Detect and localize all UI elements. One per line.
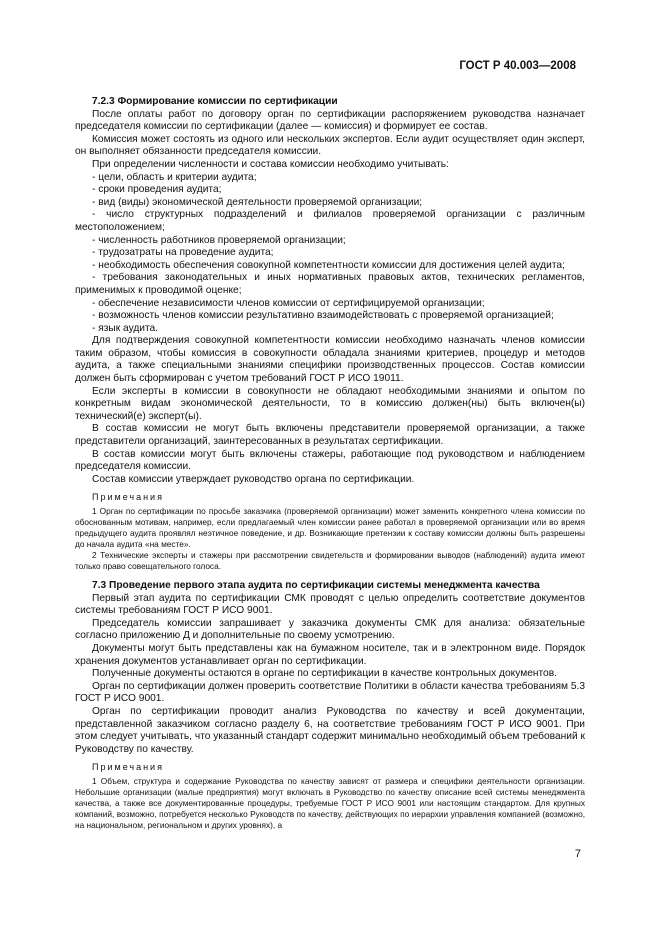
notes-label: Примечания [92, 762, 164, 773]
paragraph: Документы могут быть представлены как на бумажном носителе, так и в электронном виде. Порядок хранения документов устанавливает орган по сертификации. [75, 642, 585, 667]
paragraph: После оплаты работ по договору орган по сертификации распоряжением руководства назначает председателя комиссии по сертификации (далее — комиссия) и формирует ее состав. [75, 108, 585, 133]
note: 2 Технические эксперты и стажеры при рассмотрении свидетельств и формировании выводов (наблюдений) аудита имеют только право совещательного голоса. [75, 550, 585, 571]
list-item: - обеспечение независимости членов комиссии от сертифицируемой организации; [92, 297, 485, 309]
paragraph: Орган по сертификации проводит анализ Руководства по качеству и всей документации, представленной заказчиком согласно разделу 6, на соответствие требованиям ГОСТ Р ИСО 9001. При этом следует учитывать, что указанный стандарт содержит минимально необходимый объем требований к Руководству по качеству. [75, 705, 585, 755]
paragraph: Комиссия может состоять из одного или нескольких экспертов. Если аудит осуществляет один эксперт, он выполняет обязанности председателя комиссии. [75, 133, 585, 158]
list-item: - возможность членов комиссии результативно взаимодействовать с проверяемой организацией; [92, 310, 554, 322]
list-item: - трудозатраты на проведение аудита; [92, 247, 274, 259]
paragraph: Состав комиссии утверждает руководство органа по сертификации. [92, 473, 415, 485]
paragraph: Орган по сертификации должен проверить соответствие Политики в области качества требованиям 5.3 ГОСТ Р ИСО 9001. [75, 680, 585, 705]
paragraph: В состав комиссии могут быть включены стажеры, работающие под руководством и наблюдением председателя комиссии. [75, 448, 585, 473]
section-heading-7-2-3: 7.2.3 Формирование комиссии по сертификации [92, 96, 338, 107]
page-number: 7 [574, 848, 581, 860]
list-item: - язык аудита. [92, 322, 159, 334]
paragraph: Первый этап аудита по сертификации СМК проводят с целью определить соответствие документов системы требованиям ГОСТ Р ИСО 9001. [75, 592, 585, 617]
paragraph: При определении численности и состава комиссии необходимо учитывать: [92, 158, 449, 170]
list-item: - цели, область и критерии аудита; [92, 171, 257, 183]
list-item: - требования законодательных и иных нормативных правовых актов, технических регламентов, применимых к проводимой оценке; [75, 272, 585, 296]
list-item: - необходимость обеспечения совокупной компетентности комиссии для достижения целей аудита; [92, 259, 565, 271]
paragraph: Если эксперты в комиссии в совокупности не обладают необходимыми знаниями и опытом по конкретным видам экономической деятельности, то в комиссию должен(ны) быть включен(ы) технический(е) эксперт(ы). [75, 385, 585, 422]
paragraph: В состав комиссии не могут быть включены представители проверяемой организации, а также представители организаций, заинтересованных в результатах сертификации. [75, 423, 585, 448]
list-item: - сроки проведения аудита; [92, 184, 222, 196]
page-content [75, 92, 585, 831]
document-id: ГОСТ Р 40.003—2008 [459, 60, 576, 72]
list-item: - вид (виды) экономической деятельности проверяемой организации; [92, 196, 423, 208]
notes-label: Примечания [92, 492, 164, 503]
paragraph: Для подтверждения совокупной компетентности комиссии необходимо назначать членов комиссии таким образом, чтобы комиссия в совокупности обладала знаниями критериев, процедур и методов аудита, а также специальными знаниями специфики производственных процессов. Состав комиссии должен быть сформирован с учетом требований ГОСТ Р ИСО 19011. [75, 335, 585, 385]
list-item: - число структурных подразделений и филиалов проверяемой организации с различным местоположением; [75, 209, 585, 233]
paragraph: Полученные документы остаются в органе по сертификации в качестве контрольных документов. [92, 668, 557, 680]
paragraph: Председатель комиссии запрашивает у заказчика документы СМК для анализа: обязательные согласно приложению Д и дополнительные по своему усмотрению. [75, 617, 585, 642]
note: 1 Объем, структура и содержание Руководства по качеству зависят от размера и специфики деятельности организации. Небольшие организации (малые предприятия) могут включать в Руководство по качеству описание всей системы менеджмента качества, а также все документированные процедуры, требуемые ГОСТ Р ИСО 9001 или настоящим стандартом. Для крупных компаний, возможно, потребуется несколько Руководств по качеству, действующих по иерархии управления компанией (возможно, на национальном, региональном и других уровнях), а [75, 775, 585, 830]
list-item: - численность работников проверяемой организации; [92, 234, 346, 246]
note: 1 Орган по сертификации по просьбе заказчика (проверяемой организации) может заменить конкретного члена комиссии по обоснованным мотивам, например, если предлагаемый член комиссии ранее работал в проверяемой организации или во время предыдущего аудита проявлял неэтичное поведение, и др. Возникающие претензии к составу комиссии должны быть разрешены до начала аудита «на месте». [75, 506, 585, 549]
section-heading-7-3: 7.3 Проведение первого этапа аудита по сертификации системы менеджмента качества [92, 580, 540, 591]
